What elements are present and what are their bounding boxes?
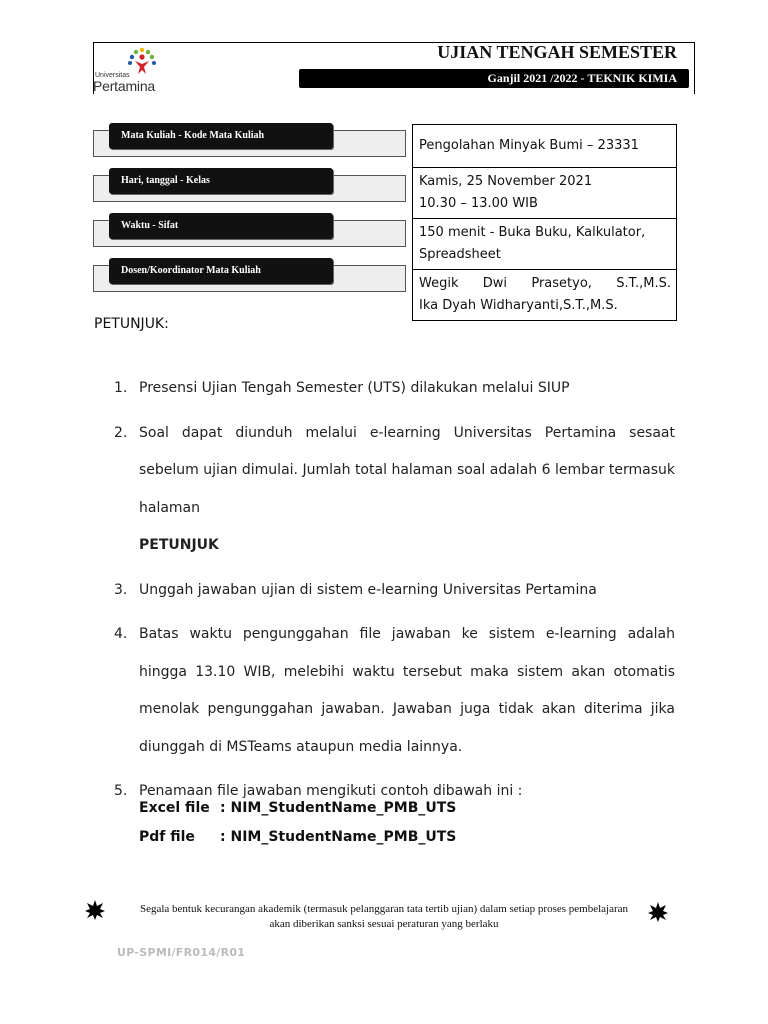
time-range-line: 10.30 – 13.00 WIB <box>419 196 538 211</box>
label-frame-date <box>93 175 406 202</box>
label-lecturer: Dosen/Koordinator Mata Kuliah <box>109 258 333 284</box>
exam-title: UJIAN TENGAH SEMESTER <box>437 42 677 62</box>
tools-line: Spreadsheet <box>419 247 501 262</box>
list-item: 3. Unggah jawaban ujian di sistem e-learning Universitas Pertamina <box>114 581 597 598</box>
date-line: Kamis, 25 November 2021 <box>419 174 593 189</box>
time-value <box>413 219 677 270</box>
exam-info-table <box>412 124 677 321</box>
file-example-excel: Excel file : NIM_StudentName_PMB_UTS <box>139 800 457 816</box>
label-frame-course <box>93 130 406 157</box>
exam-subtitle: Ganjil 2021 /2022 - TEKNIK KIMIA <box>299 69 689 88</box>
star-bullet-icon <box>84 899 106 921</box>
logo-text: Pertamina <box>93 78 156 94</box>
label-date: Hari, tanggal - Kelas <box>109 168 333 194</box>
date-value <box>413 168 677 219</box>
section-title: PETUNJUK: <box>94 316 169 332</box>
instruction-list <box>94 370 675 818</box>
document-id: UP-SPMI/FR014/R01 <box>117 946 246 959</box>
logo-icon <box>128 48 156 74</box>
academic-integrity-note: Segala bentuk kecurangan akademik (termasuk pelanggaran tata tertib ujian) dalam setiap proses pembelajaran akan diberikan sanksi sesuai peraturan yang berlaku <box>139 903 629 930</box>
bold-keyword: PETUNJUK <box>139 537 219 553</box>
course-value: Pengolahan Minyak Bumi – 23331 <box>413 125 677 168</box>
lecturer-1: Wegik Dwi Prasetyo, S.T.,M.S. <box>419 276 671 291</box>
duration-line: 150 menit - Buka Buku, Kalkulator, <box>419 225 646 240</box>
list-item: 4. Batas waktu pengunggahan file jawaban ke sistem e-learning adalah hingga 13.10 WIB, melebihi waktu tersebut maka sistem akan otomatis menolak pengunggahan jawaban. Jawaban juga tidak akan diterima jika diunggah di MSTeams ataupun media lainnya. <box>114 626 675 755</box>
label-frame-lecturer <box>93 265 406 292</box>
label-time: Waktu - Sifat <box>109 213 333 239</box>
logo-text-small: Universitas <box>95 72 130 79</box>
lecturer-value <box>413 270 677 321</box>
list-item: 5. Penamaan file jawaban mengikuti contoh dibawah ini : <box>114 783 523 799</box>
label-frame-time <box>93 220 406 247</box>
file-example-pdf: Pdf file : NIM_StudentName_PMB_UTS <box>139 829 457 845</box>
list-item: 2. Soal dapat diunduh melalui e-learning Universitas Pertamina sesaat sebelum ujian dimulai. Jumlah total halaman soal adalah 6 lembar termasuk halaman PETUNJUK <box>114 424 675 553</box>
lecturer-2: Ika Dyah Widharyanti,S.T.,M.S. <box>419 298 618 313</box>
file-naming-examples <box>139 794 456 852</box>
label-course: Mata Kuliah - Kode Mata Kuliah <box>109 123 333 149</box>
list-item: 1. Presensi Ujian Tengah Semester (UTS) dilakukan melalui SIUP <box>114 380 570 396</box>
